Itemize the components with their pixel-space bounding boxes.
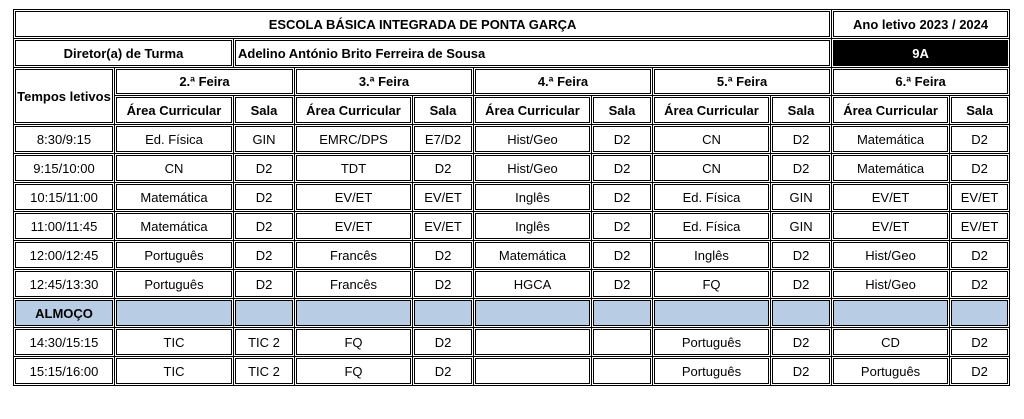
day-header: 6.ª Feira (832, 68, 1010, 96)
room-cell (234, 299, 295, 328)
room-cell: TIC 2 (234, 328, 295, 357)
lunch-label: ALMOÇO (14, 299, 115, 328)
room-cell: D2 (413, 270, 474, 299)
room-cell: GIN (771, 212, 832, 241)
room-cell: EV/ET (413, 212, 474, 241)
room-cell: D2 (771, 241, 832, 270)
period-time: 12:45/13:30 (14, 270, 115, 299)
subject-cell: CN (653, 125, 771, 154)
subject-cell: Matemática (115, 183, 234, 212)
school-name: ESCOLA BÁSICA INTEGRADA DE PONTA GARÇA (14, 10, 832, 39)
room-cell: D2 (234, 270, 295, 299)
subject-cell: EV/ET (295, 183, 413, 212)
room-cell: D2 (771, 328, 832, 357)
subject-cell: Hist/Geo (832, 241, 950, 270)
subject-cell: EV/ET (832, 212, 950, 241)
period-row (14, 241, 1010, 270)
subject-cell: Francês (295, 270, 413, 299)
period-time: 12:00/12:45 (14, 241, 115, 270)
subject-cell: Ed. Física (115, 125, 234, 154)
subject-cell: Português (832, 357, 950, 386)
subject-cell: Inglês (474, 212, 592, 241)
subject-cell: CN (115, 154, 234, 183)
subject-cell: HGCA (474, 270, 592, 299)
period-time: 9:15/10:00 (14, 154, 115, 183)
room-cell: E7/D2 (413, 125, 474, 154)
subject-cell: Ed. Física (653, 212, 771, 241)
room-cell: D2 (950, 154, 1010, 183)
subject-cell: CN (653, 154, 771, 183)
day-header: 2.ª Feira (115, 68, 295, 96)
period-row (14, 270, 1010, 299)
room-col-header: Sala (234, 96, 295, 125)
room-cell: D2 (234, 154, 295, 183)
room-col-header: Sala (950, 96, 1010, 125)
times-header: Tempos letivos (14, 68, 115, 125)
subject-cell: Matemática (832, 154, 950, 183)
subject-cell: Matemática (832, 125, 950, 154)
subject-cell: TIC (115, 357, 234, 386)
school-year: Ano letivo 2023 / 2024 (832, 10, 1010, 39)
period-row (14, 183, 1010, 212)
subject-cell: TIC (115, 328, 234, 357)
day-header: 5.ª Feira (653, 68, 832, 96)
subject-col-header: Área Curricular (295, 96, 413, 125)
subject-cell: Ed. Física (653, 183, 771, 212)
room-cell: D2 (950, 125, 1010, 154)
subject-cell: EV/ET (295, 212, 413, 241)
room-col-header: Sala (771, 96, 832, 125)
subject-cell: Hist/Geo (474, 125, 592, 154)
room-cell: D2 (592, 183, 653, 212)
subject-cell (474, 299, 592, 328)
room-cell: D2 (234, 183, 295, 212)
subject-cell: EMRC/DPS (295, 125, 413, 154)
subject-cell (115, 299, 234, 328)
period-row (14, 328, 1010, 357)
subject-cell: Inglês (653, 241, 771, 270)
schedule-table (13, 9, 1010, 386)
period-row (14, 212, 1010, 241)
subject-cell: EV/ET (832, 183, 950, 212)
subject-cell: Hist/Geo (832, 270, 950, 299)
room-cell: D2 (592, 270, 653, 299)
period-time: 14:30/15:15 (14, 328, 115, 357)
day-header: 4.ª Feira (474, 68, 653, 96)
room-cell: D2 (413, 154, 474, 183)
room-cell (592, 299, 653, 328)
room-cell (592, 328, 653, 357)
room-cell: D2 (771, 154, 832, 183)
room-cell: D2 (234, 241, 295, 270)
subject-cell: FQ (653, 270, 771, 299)
room-cell: D2 (234, 212, 295, 241)
subject-col-header: Área Curricular (653, 96, 771, 125)
room-cell: EV/ET (950, 212, 1010, 241)
room-cell: TIC 2 (234, 357, 295, 386)
subject-col-header: Área Curricular (115, 96, 234, 125)
subject-cell (474, 357, 592, 386)
room-cell: D2 (592, 125, 653, 154)
subject-cell: Matemática (474, 241, 592, 270)
room-cell (950, 299, 1010, 328)
room-cell: D2 (413, 241, 474, 270)
room-cell (413, 299, 474, 328)
room-cell: EV/ET (413, 183, 474, 212)
subject-cell: Português (653, 357, 771, 386)
subject-col-header: Área Curricular (832, 96, 950, 125)
subject-cell (474, 328, 592, 357)
lunch-row (14, 299, 1010, 328)
subject-cell: Português (115, 241, 234, 270)
subject-cell: Francês (295, 241, 413, 270)
room-cell: D2 (592, 212, 653, 241)
period-time: 8:30/9:15 (14, 125, 115, 154)
class-badge: 9A (832, 39, 1010, 68)
period-time: 15:15/16:00 (14, 357, 115, 386)
period-row (14, 125, 1010, 154)
period-time: 11:00/11:45 (14, 212, 115, 241)
subject-col-header: Área Curricular (474, 96, 592, 125)
subject-cell: Inglês (474, 183, 592, 212)
subject-cell (653, 299, 771, 328)
subject-cell: FQ (295, 328, 413, 357)
room-cell: GIN (771, 183, 832, 212)
room-cell: EV/ET (950, 183, 1010, 212)
subject-cell: Hist/Geo (474, 154, 592, 183)
period-row (14, 154, 1010, 183)
director-label: Diretor(a) de Turma (14, 39, 234, 68)
subject-cell: Matemática (115, 212, 234, 241)
room-cell: D2 (771, 270, 832, 299)
director-name: Adelino António Brito Ferreira de Sousa (234, 39, 832, 68)
room-cell (771, 299, 832, 328)
room-col-header: Sala (413, 96, 474, 125)
room-cell: D2 (950, 241, 1010, 270)
subject-cell: Português (115, 270, 234, 299)
room-cell: D2 (592, 241, 653, 270)
subject-cell: FQ (295, 357, 413, 386)
room-cell: GIN (234, 125, 295, 154)
room-col-header: Sala (592, 96, 653, 125)
room-cell: D2 (950, 270, 1010, 299)
subject-cell: TDT (295, 154, 413, 183)
room-cell: D2 (413, 328, 474, 357)
subject-cell: Português (653, 328, 771, 357)
room-cell: D2 (592, 154, 653, 183)
subject-cell (295, 299, 413, 328)
room-cell (592, 357, 653, 386)
room-cell: D2 (771, 357, 832, 386)
room-cell: D2 (950, 357, 1010, 386)
room-cell: D2 (413, 357, 474, 386)
period-row (14, 357, 1010, 386)
room-cell: D2 (771, 125, 832, 154)
subject-cell (832, 299, 950, 328)
period-time: 10:15/11:00 (14, 183, 115, 212)
room-cell: D2 (950, 328, 1010, 357)
subject-cell: CD (832, 328, 950, 357)
day-header: 3.ª Feira (295, 68, 474, 96)
